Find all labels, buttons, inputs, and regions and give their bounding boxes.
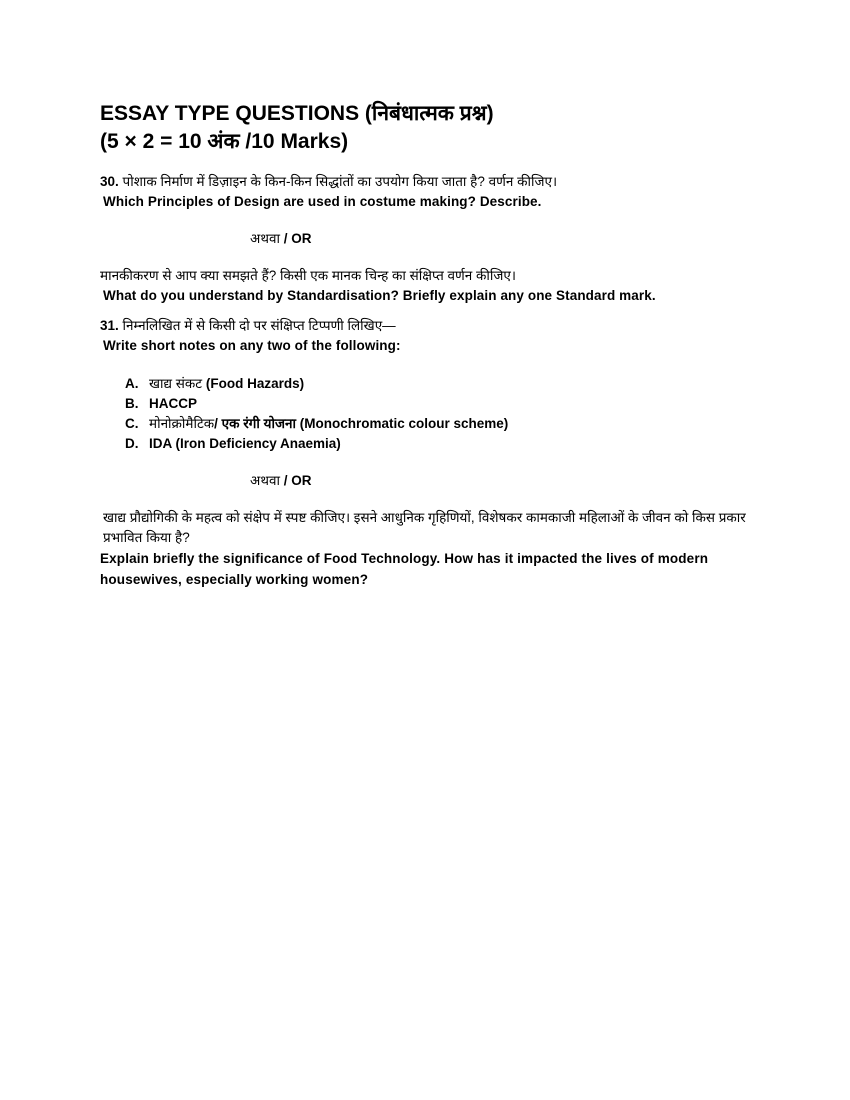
question-30-hindi — [100, 172, 750, 192]
question-31-alt-english: Explain briefly the significance of Food Technology. How has it impacted the lives of modern housewives, especially working women? — [100, 551, 709, 587]
option-letter: A. — [125, 376, 139, 391]
option-hindi: खाद्य संकट — [149, 376, 206, 391]
or-english: / OR — [279, 231, 312, 246]
question-30-or-separator — [250, 229, 750, 249]
question-31-hindi-text: निम्नलिखित में से किसी दो पर संक्षिप्त टिप्पणी लिखिए— — [118, 318, 396, 333]
question-31-hindi — [100, 316, 750, 336]
option-english: HACCP — [149, 396, 198, 411]
spacer — [100, 306, 750, 316]
or-hindi: अथवा — [250, 231, 280, 246]
marks-subtitle: (5 × 2 = 10 अंक /10 Marks) — [100, 130, 349, 153]
option-letter: B. — [125, 396, 139, 411]
option-item — [125, 434, 750, 454]
option-item — [125, 414, 750, 434]
option-letter: D. — [125, 436, 139, 451]
question-30-number: 30. — [100, 174, 119, 189]
option-item — [125, 374, 750, 394]
option-english: / एक रंगी योजना (Monochromatic colour scheme) — [214, 416, 509, 431]
question-31-or-separator — [250, 471, 750, 491]
question-31-alt-hindi: खाद्य प्रौद्योगिकी के महत्व को संक्षेप में स्पष्ट कीजिए। इसने आधुनिक गृहिणियों, विशेषकर कामकाजी महिलाओं के जीवन को किस प्रकार प्रभावित किया है? — [103, 510, 746, 545]
question-31-english: Write short notes on any two of the following: — [103, 338, 401, 353]
question-31-number: 31. — [100, 318, 119, 333]
option-letter: C. — [125, 416, 139, 431]
option-english: IDA (Iron Deficiency Anaemia) — [149, 436, 341, 451]
option-english: (Food Hazards) — [205, 376, 305, 391]
question-30-hindi-text: पोशाक निर्माण में डिज़ाइन के किन-किन सिद्धांतों का उपयोग किया जाता है? वर्णन कीजिए। — [118, 174, 558, 189]
option-hindi: मोनोक्रोमैटिक — [149, 416, 215, 431]
page-content — [100, 100, 750, 590]
question-30-alt-hindi: मानकीकरण से आप क्या समझते हैं? किसी एक मानक चिन्ह का संक्षिप्त वर्णन कीजिए। — [100, 268, 517, 283]
option-item — [125, 394, 750, 414]
question-30-alt-english: What do you understand by Standardisation? Briefly explain any one Standard mark. — [103, 288, 656, 303]
or-hindi: अथवा — [250, 473, 280, 488]
or-english: / OR — [279, 473, 312, 488]
section-title: ESSAY TYPE QUESTIONS (निबंधात्मक प्रश्न) — [100, 102, 494, 125]
question-31-options — [125, 374, 750, 454]
question-30-english: Which Principles of Design are used in costume making? Describe. — [103, 194, 542, 209]
